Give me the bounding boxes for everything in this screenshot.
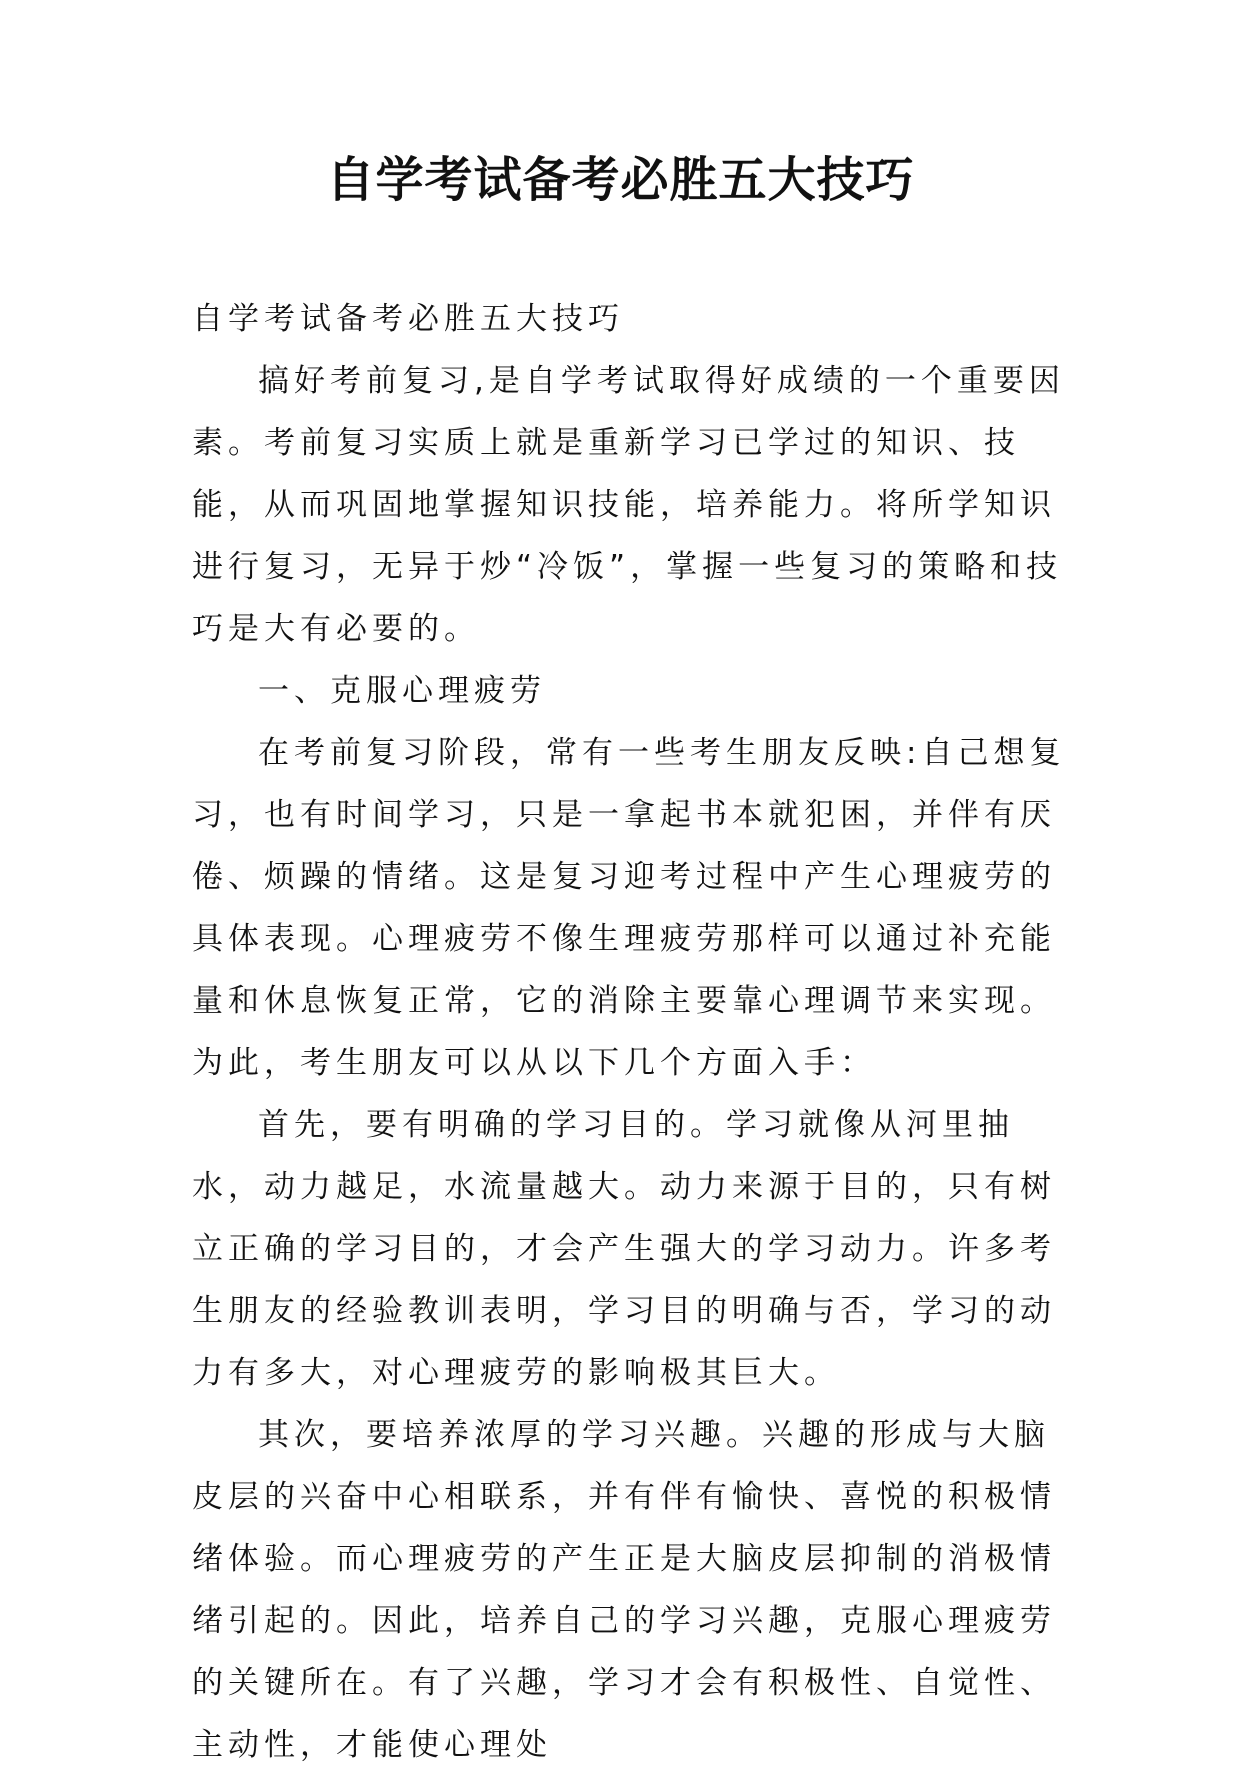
document-title: 自学考试备考必胜五大技巧 (326, 152, 915, 208)
paragraph-intro: 搞好考前复习,是自学考试取得好成绩的一个重要因素。考前复习实质上就是重新学习已学过的知识、技能，从而巩固地掌握知识技能，培养能力。将所学知识进行复习，无异于炒“冷饭”，掌握一些复习的策略和技巧是大有必要的。 (192, 363, 1065, 647)
paragraph-subtitle: 自学考试备考必胜五大技巧 (192, 301, 624, 337)
paragraph: 在考前复习阶段，常有一些考生朋友反映:自己想复习，也有时间学习，只是一拿起书本就犯困，并伴有厌倦、烦躁的情绪。这是复习迎考过程中产生心理疲劳的具体表现。心理疲劳不像生理疲劳那样可以通过补充能量和休息恢复正常，它的消除主要靠心理调节来实现。为此，考生朋友可以从以下几个方面入手： (192, 735, 1066, 1081)
section-heading: 一、克服心理疲劳 (258, 673, 546, 709)
document-body (192, 288, 1072, 1776)
paragraph: 首先，要有明确的学习目的。学习就像从河里抽水，动力越足，水流量越大。动力来源于目的，只有树立正确的学习目的，才会产生强大的学习动力。许多考生朋友的经验教训表明，学习目的明确与否，学习的动力有多大，对心理疲劳的影响极其巨大。 (192, 1107, 1056, 1391)
paragraph: 其次，要培养浓厚的学习兴趣。兴趣的形成与大脑皮层的兴奋中心相联系，并有伴有愉快、喜悦的积极情绪体验。而心理疲劳的产生正是大脑皮层抑制的消极情绪引起的。因此，培养自己的学习兴趣，克服心理疲劳的关键所在。有了兴趣，学习才会有积极性、自觉性、主动性，才能使心理处 (192, 1417, 1056, 1763)
